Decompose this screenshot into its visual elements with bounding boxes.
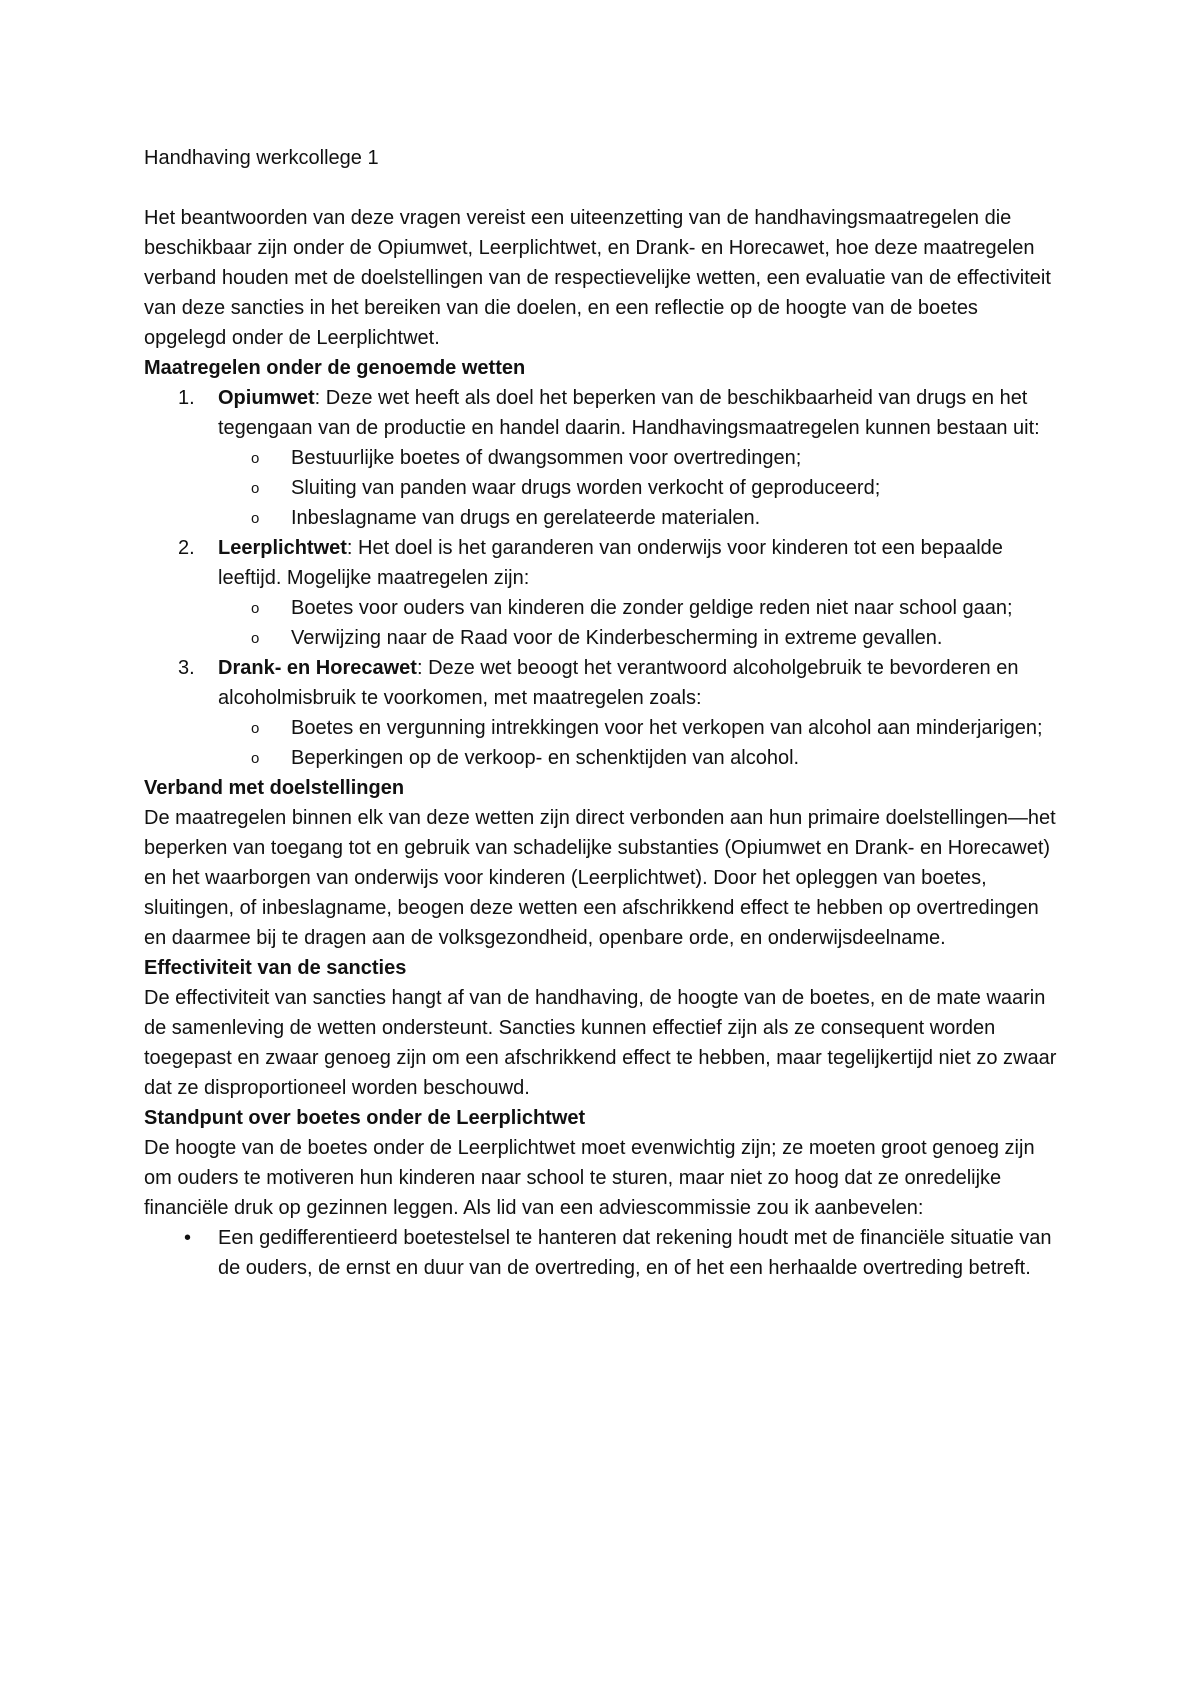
measures-list <box>144 383 1064 773</box>
list-number: 3. <box>178 657 195 679</box>
law-term: Drank- en Horecawet <box>218 657 417 679</box>
section-heading-verband: Verband met doelstellingen <box>144 777 405 799</box>
sub-list-item <box>218 713 1064 743</box>
sub-list-item <box>218 443 1064 473</box>
law-description: : Deze wet beoogt het verantwoord alcoholgebruik te bevorderen en alcoholmisbruik te voorkomen, met maatregelen zoals: <box>218 657 1019 709</box>
sub-list <box>218 713 1064 773</box>
sub-item-text: Boetes en vergunning intrekkingen voor het verkopen van alcohol aan minderjarigen; <box>291 717 1043 739</box>
sub-list-item <box>218 473 1064 503</box>
sub-list-item <box>218 503 1064 533</box>
list-number: 2. <box>178 537 195 559</box>
circle-bullet-icon: o <box>251 750 260 767</box>
law-description: : Deze wet heeft als doel het beperken van de beschikbaarheid van drugs en het tegengaan van de productie en handel daarin. Handhavingsmaatregelen kunnen bestaan uit: <box>218 387 1040 439</box>
bullet-dot-icon: • <box>184 1227 192 1249</box>
law-term: Leerplichtwet <box>218 537 347 559</box>
recommendation-list <box>144 1223 1064 1283</box>
effectiviteit-paragraph: De effectiviteit van sancties hangt af van de handhaving, de hoogte van de boetes, en de mate waarin de samenleving de wetten ondersteunt. Sancties kunnen effectief zijn als ze consequent worden toegepast en zwaar genoeg zijn om een afschrikkend effect te hebben, maar tegelijkertijd niet zo zwaar dat ze disproportioneel worden beschouwd. <box>144 987 1057 1099</box>
circle-bullet-icon: o <box>251 600 260 617</box>
document-title: Handhaving werkcollege 1 <box>144 147 379 169</box>
sub-list <box>218 443 1064 533</box>
recommendation-item <box>144 1223 1064 1283</box>
sub-item-text: Bestuurlijke boetes of dwangsommen voor overtredingen; <box>291 447 802 469</box>
circle-bullet-icon: o <box>251 630 260 647</box>
list-item-leerplichtwet <box>144 533 1064 653</box>
section-heading-standpunt: Standpunt over boetes onder de Leerplichtwet <box>144 1107 586 1129</box>
circle-bullet-icon: o <box>251 450 260 467</box>
document-page <box>144 143 1064 1283</box>
sub-list-item <box>218 623 1064 653</box>
law-term: Opiumwet <box>218 387 315 409</box>
sub-list-item <box>218 743 1064 773</box>
list-item-drank-horecawet <box>144 653 1064 773</box>
sub-item-text: Sluiting van panden waar drugs worden verkocht of geproduceerd; <box>291 477 881 499</box>
standpunt-paragraph: De hoogte van de boetes onder de Leerplichtwet moet evenwichtig zijn; ze moeten groot genoeg zijn om ouders te motiveren hun kinderen naar school te sturen, maar niet zo hoog dat ze onredelijke financiële druk op gezinnen leggen. Als lid van een adviescommissie zou ik aanbevelen: <box>144 1137 1035 1219</box>
law-description: : Het doel is het garanderen van onderwijs voor kinderen tot een bepaalde leeftijd. Mogelijke maatregelen zijn: <box>218 537 1003 589</box>
sub-item-text: Verwijzing naar de Raad voor de Kinderbescherming in extreme gevallen. <box>291 627 943 649</box>
sub-list <box>218 593 1064 653</box>
list-number: 1. <box>178 387 195 409</box>
sub-item-text: Boetes voor ouders van kinderen die zonder geldige reden niet naar school gaan; <box>291 597 1013 619</box>
sub-item-text: Inbeslagname van drugs en gerelateerde materialen. <box>291 507 761 529</box>
circle-bullet-icon: o <box>251 510 260 527</box>
recommendation-text: Een gedifferentieerd boetestelsel te hanteren dat rekening houdt met de financiële situatie van de ouders, de ernst en duur van de overtreding, en of het een herhaalde overtreding betreft. <box>218 1227 1052 1279</box>
list-item-opiumwet <box>144 383 1064 533</box>
circle-bullet-icon: o <box>251 720 260 737</box>
sub-item-text: Beperkingen op de verkoop- en schenktijden van alcohol. <box>291 747 800 769</box>
intro-paragraph: Het beantwoorden van deze vragen vereist een uiteenzetting van de handhavingsmaatregelen die beschikbaar zijn onder de Opiumwet, Leerplichtwet, en Drank- en Horecawet, hoe deze maatregelen verband houden met de doelstellingen van de respectievelijke wetten, een evaluatie van de effectiviteit van deze sancties in het bereiken van die doelen, en een reflectie op de hoogte van de boetes opgelegd onder de Leerplichtwet. <box>144 207 1051 349</box>
section-heading-maatregelen: Maatregelen onder de genoemde wetten <box>144 357 526 379</box>
circle-bullet-icon: o <box>251 480 260 497</box>
sub-list-item <box>218 593 1064 623</box>
verband-paragraph: De maatregelen binnen elk van deze wetten zijn direct verbonden aan hun primaire doelstellingen—het beperken van toegang tot en gebruik van schadelijke substanties (Opiumwet en Drank- en Horecawet) en het waarborgen van onderwijs voor kinderen (Leerplichtwet). Door het opleggen van boetes, sluitingen, of inbeslagname, beogen deze wetten een afschrikkend effect te hebben op overtredingen en daarmee bij te dragen aan de volksgezondheid, openbare orde, en onderwijsdeelname. <box>144 807 1056 949</box>
section-heading-effectiviteit: Effectiviteit van de sancties <box>144 957 407 979</box>
